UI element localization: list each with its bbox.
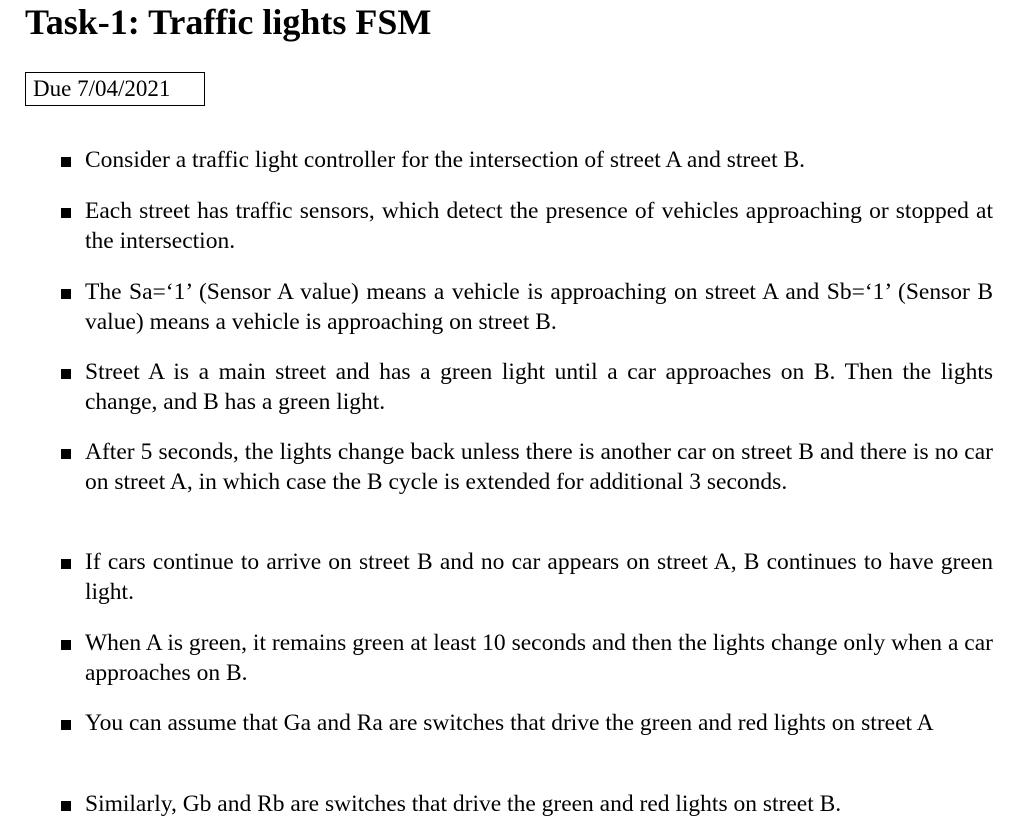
list-item-text: If cars continue to arrive on street B and no car appears on street A, B continues to have green light.: [85, 549, 993, 605]
list-item-text: Consider a traffic light controller for the intersection of street A and street B.: [85, 147, 806, 173]
due-date-text: Due 7/04/2021: [33, 76, 171, 101]
list-item-text: Street A is a main street and has a green light until a car approaches on B. Then the lights change, and B has a green light.: [85, 359, 993, 415]
bullet-marker: [61, 559, 71, 569]
list-item-text: After 5 seconds, the lights change back unless there is another car on street B and there is no car on street A, in which case the B cycle is extended for additional 3 seconds.: [85, 439, 993, 495]
list-item: [85, 145, 993, 175]
list-item: [85, 789, 993, 819]
list-item-text: Each street has traffic sensors, which detect the presence of vehicles approaching or stopped at the intersection.: [85, 198, 993, 254]
due-date-box: [25, 72, 205, 106]
list-item: [85, 437, 993, 497]
list-item-text: You can assume that Ga and Ra are switches that drive the green and red lights on street A: [85, 710, 934, 736]
bullet-marker: [61, 289, 71, 299]
bullet-marker: [61, 449, 71, 459]
list-item-text: Similarly, Gb and Rb are switches that drive the green and red lights on street B.: [85, 791, 842, 817]
list-item: [85, 277, 993, 337]
list-item: [85, 628, 993, 688]
list-item: [85, 708, 993, 738]
bullet-marker: [61, 369, 71, 379]
page-title: Task-1: Traffic lights FSM: [25, 2, 432, 42]
bullet-marker: [61, 157, 71, 167]
list-item: [85, 357, 993, 417]
bullet-marker: [61, 640, 71, 650]
list-item: [85, 196, 993, 256]
list-item-text: When A is green, it remains green at least 10 seconds and then the lights change only when a car approaches on B.: [85, 630, 993, 686]
list-item-text: The Sa=‘1’ (Sensor A value) means a vehicle is approaching on street A and Sb=‘1’ (Sensor B value) means a vehicle is approaching on street B.: [85, 279, 993, 335]
bullet-marker: [61, 208, 71, 218]
list-item: [85, 547, 993, 607]
bullet-marker: [61, 801, 71, 811]
bullet-marker: [61, 720, 71, 730]
